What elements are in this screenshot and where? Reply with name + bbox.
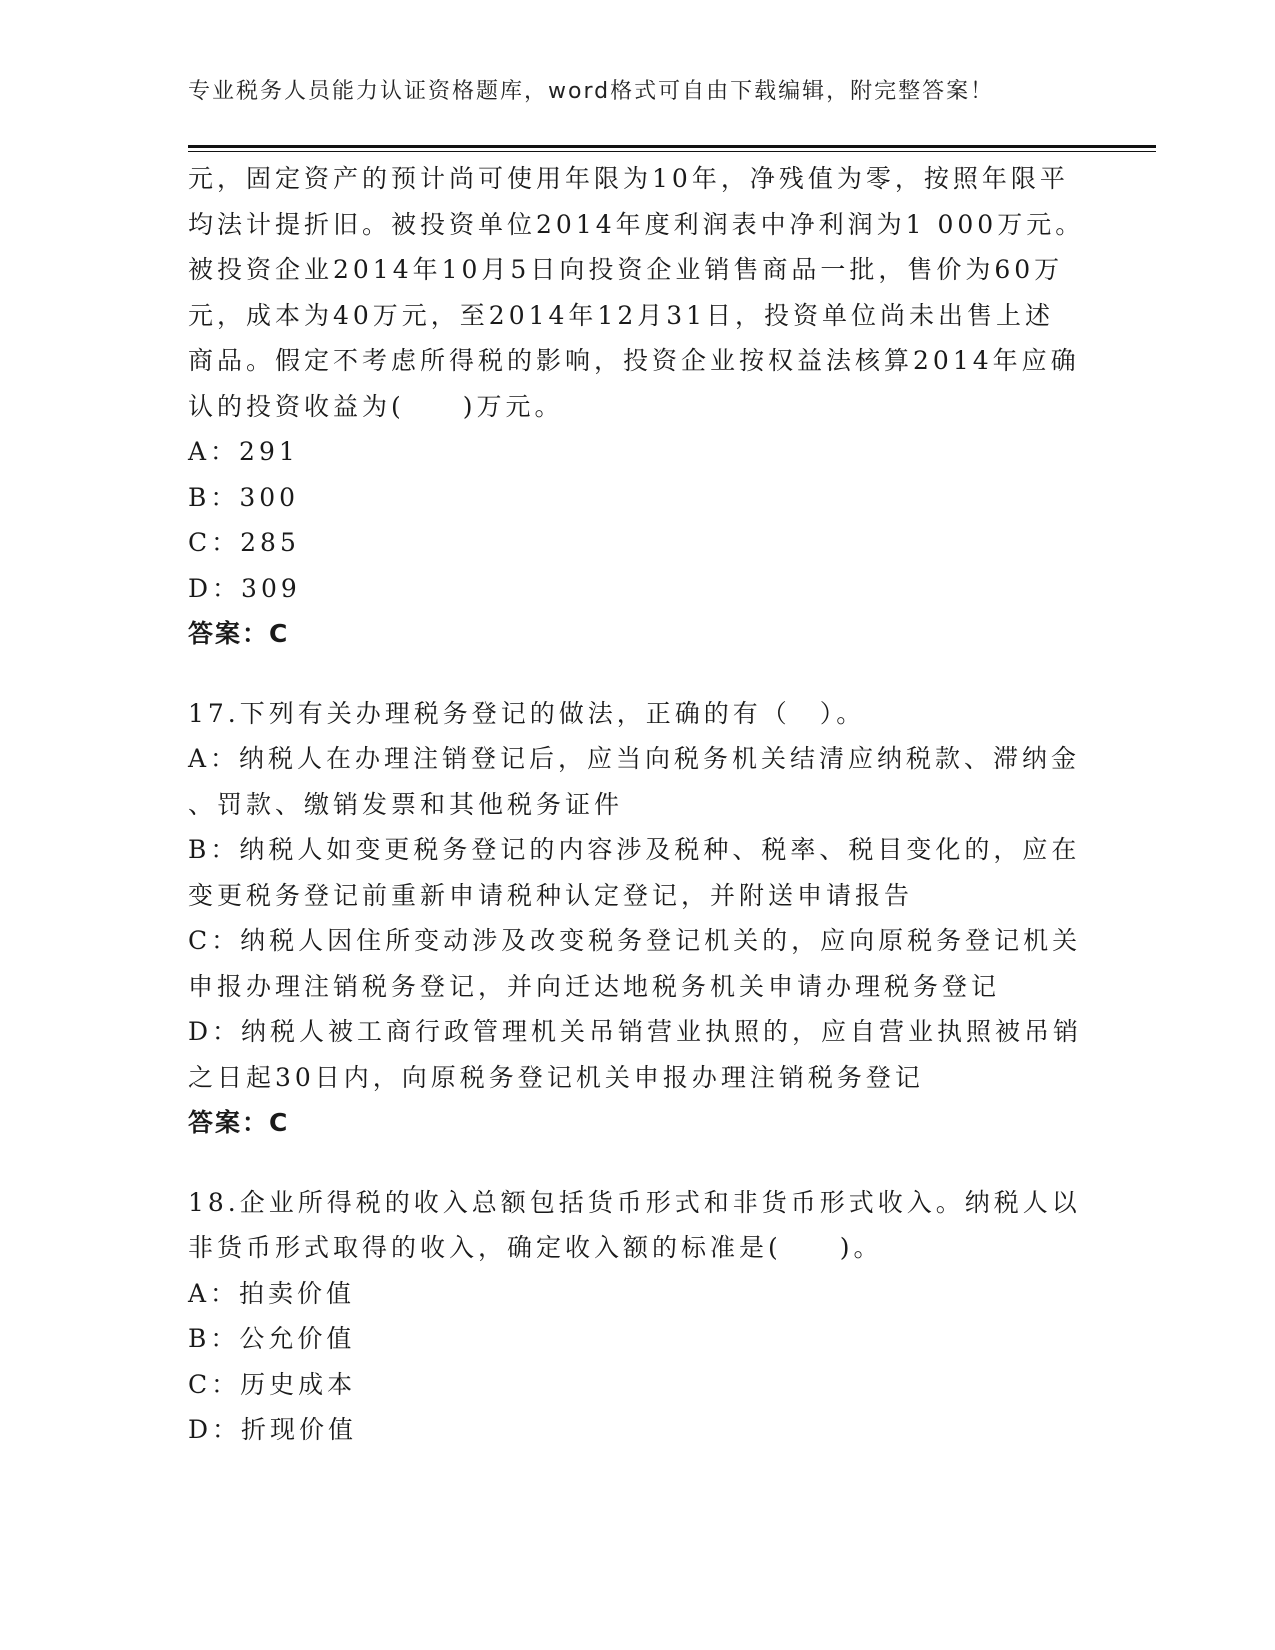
document-body bbox=[188, 156, 1088, 1453]
option-d: D：309 bbox=[188, 573, 301, 603]
option-c: C：285 bbox=[188, 528, 300, 557]
question-stem-line: 17.下列有关办理税务登记的做法，正确的有（ ）。 bbox=[188, 698, 866, 728]
option-d: D：折现价值 bbox=[188, 1415, 358, 1444]
option-d-line: 之日起30日内，向原税务登记机关申报办理注销税务登记 bbox=[188, 1062, 924, 1092]
page-header: 专业税务人员能力认证资格题库，word格式可自由下载编辑，附完整答案！ bbox=[188, 79, 995, 104]
option-a-line: A：纳税人在办理注销登记后，应当向税务机关结清应纳税款、滞纳金 bbox=[188, 744, 1081, 773]
answer-line: 答案：C bbox=[188, 1108, 290, 1137]
question-stem-line: 商品。假定不考虑所得税的影响，投资企业按权益法核算2014年应确 bbox=[188, 346, 1080, 375]
question-16 bbox=[188, 156, 1088, 657]
option-d-line: D：纳税人被工商行政管理机关吊销营业执照的，应自营业执照被吊销 bbox=[188, 1017, 1083, 1046]
option-b: B：300 bbox=[188, 482, 300, 512]
option-b: B：公允价值 bbox=[188, 1324, 356, 1353]
spacer bbox=[188, 1146, 1088, 1180]
option-b-line: 变更税务登记前重新申请税种认定登记，并附送申请报告 bbox=[188, 880, 914, 910]
question-18 bbox=[188, 1180, 1088, 1453]
question-stem-line: 认的投资收益为( )万元。 bbox=[188, 391, 564, 421]
option-c: C：历史成本 bbox=[188, 1369, 357, 1399]
spacer bbox=[188, 657, 1088, 691]
option-c-line: 申报办理注销税务登记，并向迁达地税务机关申请办理税务登记 bbox=[188, 971, 1001, 1001]
question-stem-line: 元，固定资产的预计尚可使用年限为10年，净残值为零，按照年限平 bbox=[188, 164, 1069, 193]
header-rule-thin bbox=[188, 151, 1156, 152]
option-a: A：291 bbox=[188, 437, 299, 466]
answer-line: 答案：C bbox=[188, 619, 290, 648]
question-stem-line: 均法计提折旧。被投资单位2014年度利润表中净利润为1 000万元。 bbox=[188, 209, 1085, 239]
option-a: A：拍卖价值 bbox=[188, 1278, 356, 1308]
question-stem-line: 非货币形式取得的收入，确定收入额的标准是( )。 bbox=[188, 1233, 883, 1262]
question-stem-line: 18.企业所得税的收入总额包括货币形式和非货币形式收入。纳税人以 bbox=[188, 1187, 1081, 1217]
question-17 bbox=[188, 691, 1088, 1146]
header-rule-thick bbox=[188, 145, 1156, 148]
option-a-line: 、罚款、缴销发票和其他税务证件 bbox=[188, 789, 624, 819]
question-stem-line: 被投资企业2014年10月5日向投资企业销售商品一批，售价为60万 bbox=[188, 255, 1064, 284]
option-c-line: C：纳税人因住所变动涉及改变税务登记机关的，应向原税务登记机关 bbox=[188, 926, 1082, 955]
option-b-line: B：纳税人如变更税务登记的内容涉及税种、税率、税目变化的，应在 bbox=[188, 835, 1081, 864]
question-stem-line: 元，成本为40万元，至2014年12月31日，投资单位尚未出售上述 bbox=[188, 300, 1055, 330]
